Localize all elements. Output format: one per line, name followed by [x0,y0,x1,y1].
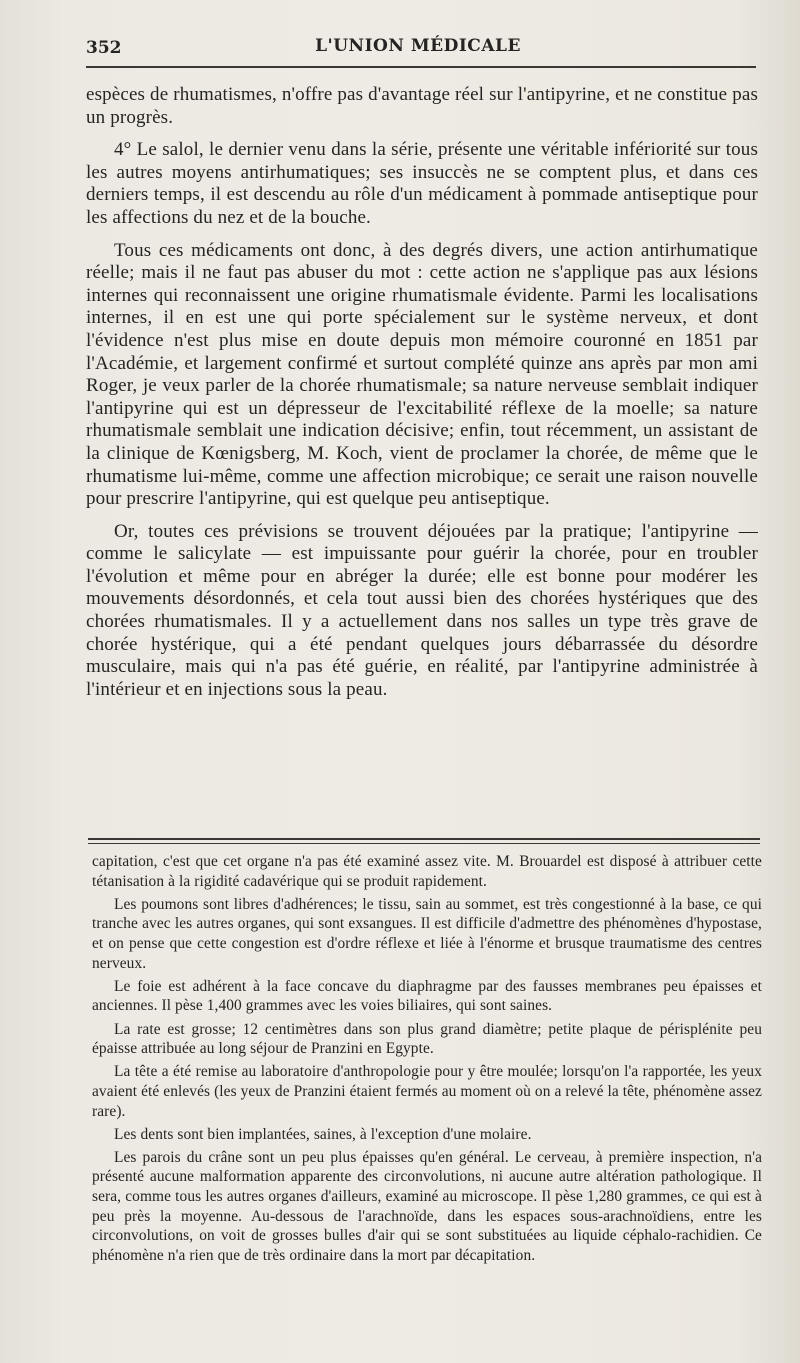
paragraph: espèces de rhumatismes, n'offre pas d'avantage réel sur l'antipyrine, et ne constitue pas un progrès. [86,84,758,128]
footnote-rule [88,838,760,840]
paragraph: 4° Le salol, le dernier venu dans la série, présente une véritable infériorité sur tous les autres moyens antirhumatiques; ses insuccès ne se comptent plus, et dans ces derniers temps, il est descendu au rôle d'un médicament à pommade antiseptique pour les affections du nez et de la bouche. [86,139,758,228]
paragraph: Tous ces médicaments ont donc, à des degrés divers, une action antirhumatique réelle; mais il ne faut pas abuser du mot : cette action ne s'applique pas aux lésions internes qui reconnaissent une origine rhumatismale évidente. Parmi les localisations internes, il en est une qui porte spécialement sur le système nerveux, et dont l'évidence n'est plus mise en doute depuis mon mémoire couronné en 1851 par l'Académie, et largement confirmé et surtout complété quinze ans après par mon ami Roger, je veux parler de la chorée rhumatismale; sa nature nerveuse semblait indiquer l'antipyrine qui est un dépresseur de l'excitabilité réflexe de la moelle; sa nature rhumatismale semblait une indication décisive; enfin, tout récemment, un assistant de la clinique de Kœnigsberg, M. Koch, vient de proclamer la chorée, de même que le rhumatisme lui-même, comme une affection microbique; ce serait une raison nouvelle pour prescrire l'antipyrine, qui est quelque peu antiseptique. [86,239,758,510]
paragraph: Or, toutes ces prévisions se trouvent déjouées par la pratique; l'antipyrine — comme le salicylate — est impuissante pour guérir la chorée, pour en troubler l'évolution et même pour en abréger la durée; elle est bonne pour modérer les mouvements désordonnés, et cela tout aussi bien des chorées hystériques que des chorées rhumatismales. Il y a actuellement dans nos salles un type très grave de chorée hystérique, qui a été pendant quelques jours débarrassée du désordre musculaire, mais qui n'a pas été guérie, en réalité, par l'antipyrine administrée à l'intérieur et en injections sous la peau. [86,520,758,700]
footnote-paragraph: La tête a été remise au laboratoire d'anthropologie pour y être moulée; lorsqu'on l'a rapportée, les yeux avaient été enlevés (les yeux de Pranzini étaient fermés au moment où on a relevé la tête, phénomène assez rare). [92,1063,762,1120]
footnote-paragraph: Les dents sont bien implantées, saines, à l'exception d'une molaire. [114,1125,532,1143]
footnote-column [92,852,762,1269]
footnote-paragraph: Les poumons sont libres d'adhérences; le tissu, sain au sommet, est très congestionné à la base, ce qui tranche avec les autres organes, qui sont exsangues. Il est difficile d'admettre des phénomènes d'hypostase, et on pense que cette congestion est d'ordre réflexe et liée à l'énorme et brusque traumatisme des centres nerveux. [92,895,762,972]
running-title: L'UNION MÉDICALE [315,36,521,56]
footnote-paragraph: Le foie est adhérent à la face concave du diaphragme par des fausses membranes peu épaisses et anciennes. Il pèse 1,400 grammes avec les voies biliaires, qui sont saines. [92,977,762,1015]
header-rule [86,66,756,68]
footnote-rule-thin [88,843,760,844]
page-number: 352 [86,38,122,58]
footnote-paragraph: Les parois du crâne sont un peu plus épaisses qu'en général. Le cerveau, à première inspection, n'a présenté aucune malformation apparente des circonvolutions, ni aucune autre altération pathologique. Il sera, comme tous les autres organes d'ailleurs, examiné au microscope. Il pèse 1,280 grammes, ce qui est à peu près la moyenne. Au-dessous de l'arachnoïde, dans les espaces sous-arachnoïdiens, entre les circonvolutions, on voit de grosses bulles d'air qui se sont substituées au liquide céphalo-rachidien. Ce phénomène n'a rien que de très ordinaire dans la mort par décapitation. [92,1148,762,1264]
page-header [82,30,754,60]
footnote-paragraph: capitation, c'est que cet organe n'a pas été examiné assez vite. M. Brouardel est disposé à attribuer cette tétanisation à la rigidité cadavérique qui se produit rapidement. [92,853,762,890]
main-text-column [86,84,758,711]
footnote-paragraph: La rate est grosse; 12 centimètres dans son plus grand diamètre; petite plaque de périsplénite peu épaisse attribuée au long séjour de Pranzini en Egypte. [92,1020,762,1058]
